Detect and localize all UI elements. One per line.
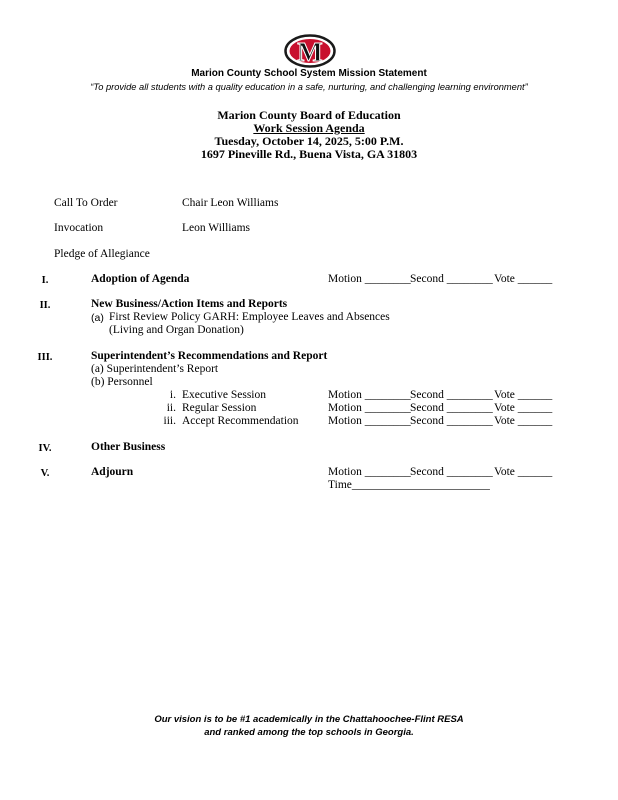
adjourn-time: Time________________________ xyxy=(328,479,490,491)
section-1-second: Second ________ xyxy=(410,273,493,285)
sub-3-motion: Motion ________ xyxy=(328,415,411,427)
section-1-vote: Vote ______ xyxy=(494,273,553,285)
section-2-item-a-marker: (a) xyxy=(91,312,104,324)
sub-item-number: iii. xyxy=(163,415,176,427)
mission-title: Marion County School System Mission Statement xyxy=(191,68,427,79)
section-3-number: III. xyxy=(37,352,53,363)
sub-item-accept-recommendation: Accept Recommendation xyxy=(182,415,299,427)
meeting-date: Tuesday, October 14, 2025, 5:00 P.M. xyxy=(214,134,404,148)
section-3-item-b: (b) Personnel xyxy=(91,376,153,388)
board-name: Marion County Board of Education xyxy=(217,108,401,122)
sub-1-second: Second ________ xyxy=(410,389,493,401)
opening-value-invocation: Leon Williams xyxy=(182,222,250,234)
logo-emblem xyxy=(284,34,336,68)
sub-item-executive-session: Executive Session xyxy=(182,389,266,401)
sub-item-number: i. xyxy=(169,389,176,401)
section-2-number: II. xyxy=(39,300,51,311)
opening-label-call-to-order: Call To Order xyxy=(54,197,118,209)
sub-3-vote: Vote ______ xyxy=(494,415,553,427)
sub-2-second: Second ________ xyxy=(410,402,493,414)
sub-item-regular-session: Regular Session xyxy=(182,402,257,414)
section-5-motion: Motion ________ xyxy=(328,466,411,478)
sub-2-motion: Motion ________ xyxy=(328,402,411,414)
opening-label-pledge: Pledge of Allegiance xyxy=(54,248,150,260)
sub-1-vote: Vote ______ xyxy=(494,389,553,401)
opening-label-invocation: Invocation xyxy=(54,222,104,234)
section-1-number: I. xyxy=(41,275,49,286)
section-4-number: IV. xyxy=(38,443,52,454)
sub-3-second: Second ________ xyxy=(410,415,493,427)
section-5-vote: Vote ______ xyxy=(494,466,553,478)
section-5-second: Second ________ xyxy=(410,466,493,478)
section-5-number: V. xyxy=(40,468,50,479)
sub-2-vote: Vote ______ xyxy=(494,402,553,414)
section-5-title: Adjourn xyxy=(91,466,134,478)
opening-value-call-to-order: Chair Leon Williams xyxy=(182,197,279,209)
sub-1-motion: Motion ________ xyxy=(328,389,411,401)
section-2-item-a: First Review Policy GARH: Employee Leaves and Absences xyxy=(109,311,390,323)
district-logo xyxy=(284,34,336,68)
section-1-title: Adoption of Agenda xyxy=(91,273,190,285)
vision-statement-line1: Our vision is to be #1 academically in the Chattahoochee-Flint RESA xyxy=(154,714,464,725)
meeting-address: 1697 Pineville Rd., Buena Vista, GA 31803 xyxy=(200,147,418,161)
agenda-title: Work Session Agenda xyxy=(253,121,365,135)
mission-statement: “To provide all students with a quality education in a safe, nurturing, and challenging learning environment” xyxy=(90,82,528,92)
section-3-title: Superintendent’s Recommendations and Report xyxy=(91,350,328,362)
section-2-title: New Business/Action Items and Reports xyxy=(91,298,288,310)
sub-item-number: ii. xyxy=(166,402,176,414)
section-3-item-a: (a) Superintendent’s Report xyxy=(91,363,219,375)
section-2-item-a-cont: (Living and Organ Donation) xyxy=(109,324,244,336)
section-1-motion: Motion ________ xyxy=(328,273,411,285)
logo-letter: M xyxy=(297,37,323,67)
section-4-title: Other Business xyxy=(91,441,166,453)
vision-statement-line2: and ranked among the top schools in Georgia. xyxy=(204,727,414,738)
